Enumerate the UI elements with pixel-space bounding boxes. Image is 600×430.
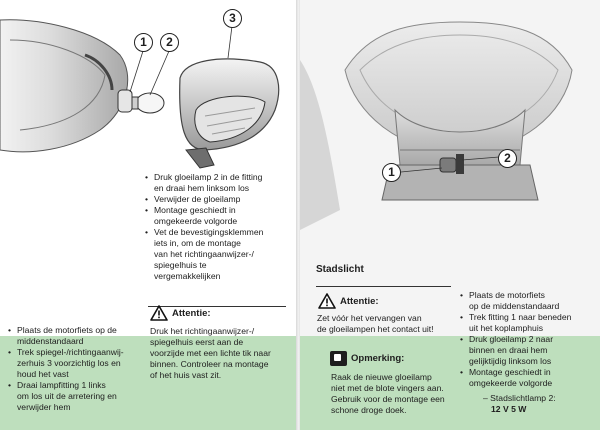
mirror-indicator-illustration <box>0 0 297 170</box>
list-item: • Verwijder de gloeilamp <box>145 194 295 205</box>
attention-heading: Attentie: <box>318 293 379 309</box>
note-text: Raak de nieuwe gloeilamp niet met de blote vingers aan. Gebruik voor de montage een schone droge doek. <box>331 372 445 415</box>
list-item: • Vet de bevestigingsklemmen iets in, om de montage van het richtingaanwijzer-/ spiegelhuis te vergemakkelijken <box>145 227 295 282</box>
list-item: • Montage geschiedt in omgekeerde volgorde <box>460 367 598 389</box>
callout-1: 1 <box>134 33 153 52</box>
callout-2: 2 <box>160 33 179 52</box>
instruction-list-bottom <box>8 325 146 413</box>
callout-3: 3 <box>223 9 242 28</box>
right-page <box>300 0 600 430</box>
list-item: • Trek fitting 1 naar beneden uit het koplamphuis <box>460 312 598 334</box>
warning-icon <box>318 293 336 309</box>
list-item: • Druk gloeilamp 2 naar binnen en draai hem gelijktijdig linksom los <box>460 334 598 367</box>
note-heading: Opmerking: <box>330 351 404 366</box>
callout-1: 1 <box>382 163 401 182</box>
section-title: Stadslicht <box>316 264 364 275</box>
lamp-spec: – Stadslichtlamp 2: 12 V 5 W <box>483 393 556 414</box>
list-item: • Druk gloeilamp 2 in de fitting en draai hem linksom los <box>145 172 295 194</box>
list-item: • Trek spiegel-/richtingaanwij- zerhuis 3 voorzichtig los en houd het vast <box>8 347 146 380</box>
left-page <box>0 0 297 430</box>
note-icon <box>330 351 347 366</box>
attention-text: Druk het richtingaanwijzer-/ spiegelhuis eerst aan de voorzijde met een lichte tik naar binnen. Controleer na montage of het huis vast zit. <box>150 326 271 380</box>
warning-icon <box>150 305 168 321</box>
instruction-list-top <box>145 172 295 282</box>
list-item: • Plaats de motorfiets op de middenstandaard <box>460 290 598 312</box>
callout-2: 2 <box>498 149 517 168</box>
instruction-list <box>460 290 598 389</box>
list-item: • Draai lampfitting 1 links om los uit de arretering en verwijder hem <box>8 380 146 413</box>
divider <box>316 286 451 287</box>
attention-heading: Attentie: <box>150 305 211 321</box>
attention-text: Zet vóór het vervangen van de gloeilampen het contact uit! <box>317 313 434 334</box>
list-item: • Plaats de motorfiets op de middenstandaard <box>8 325 146 347</box>
headlight-illustration <box>300 0 600 240</box>
list-item: • Montage geschiedt in omgekeerde volgorde <box>145 205 295 227</box>
